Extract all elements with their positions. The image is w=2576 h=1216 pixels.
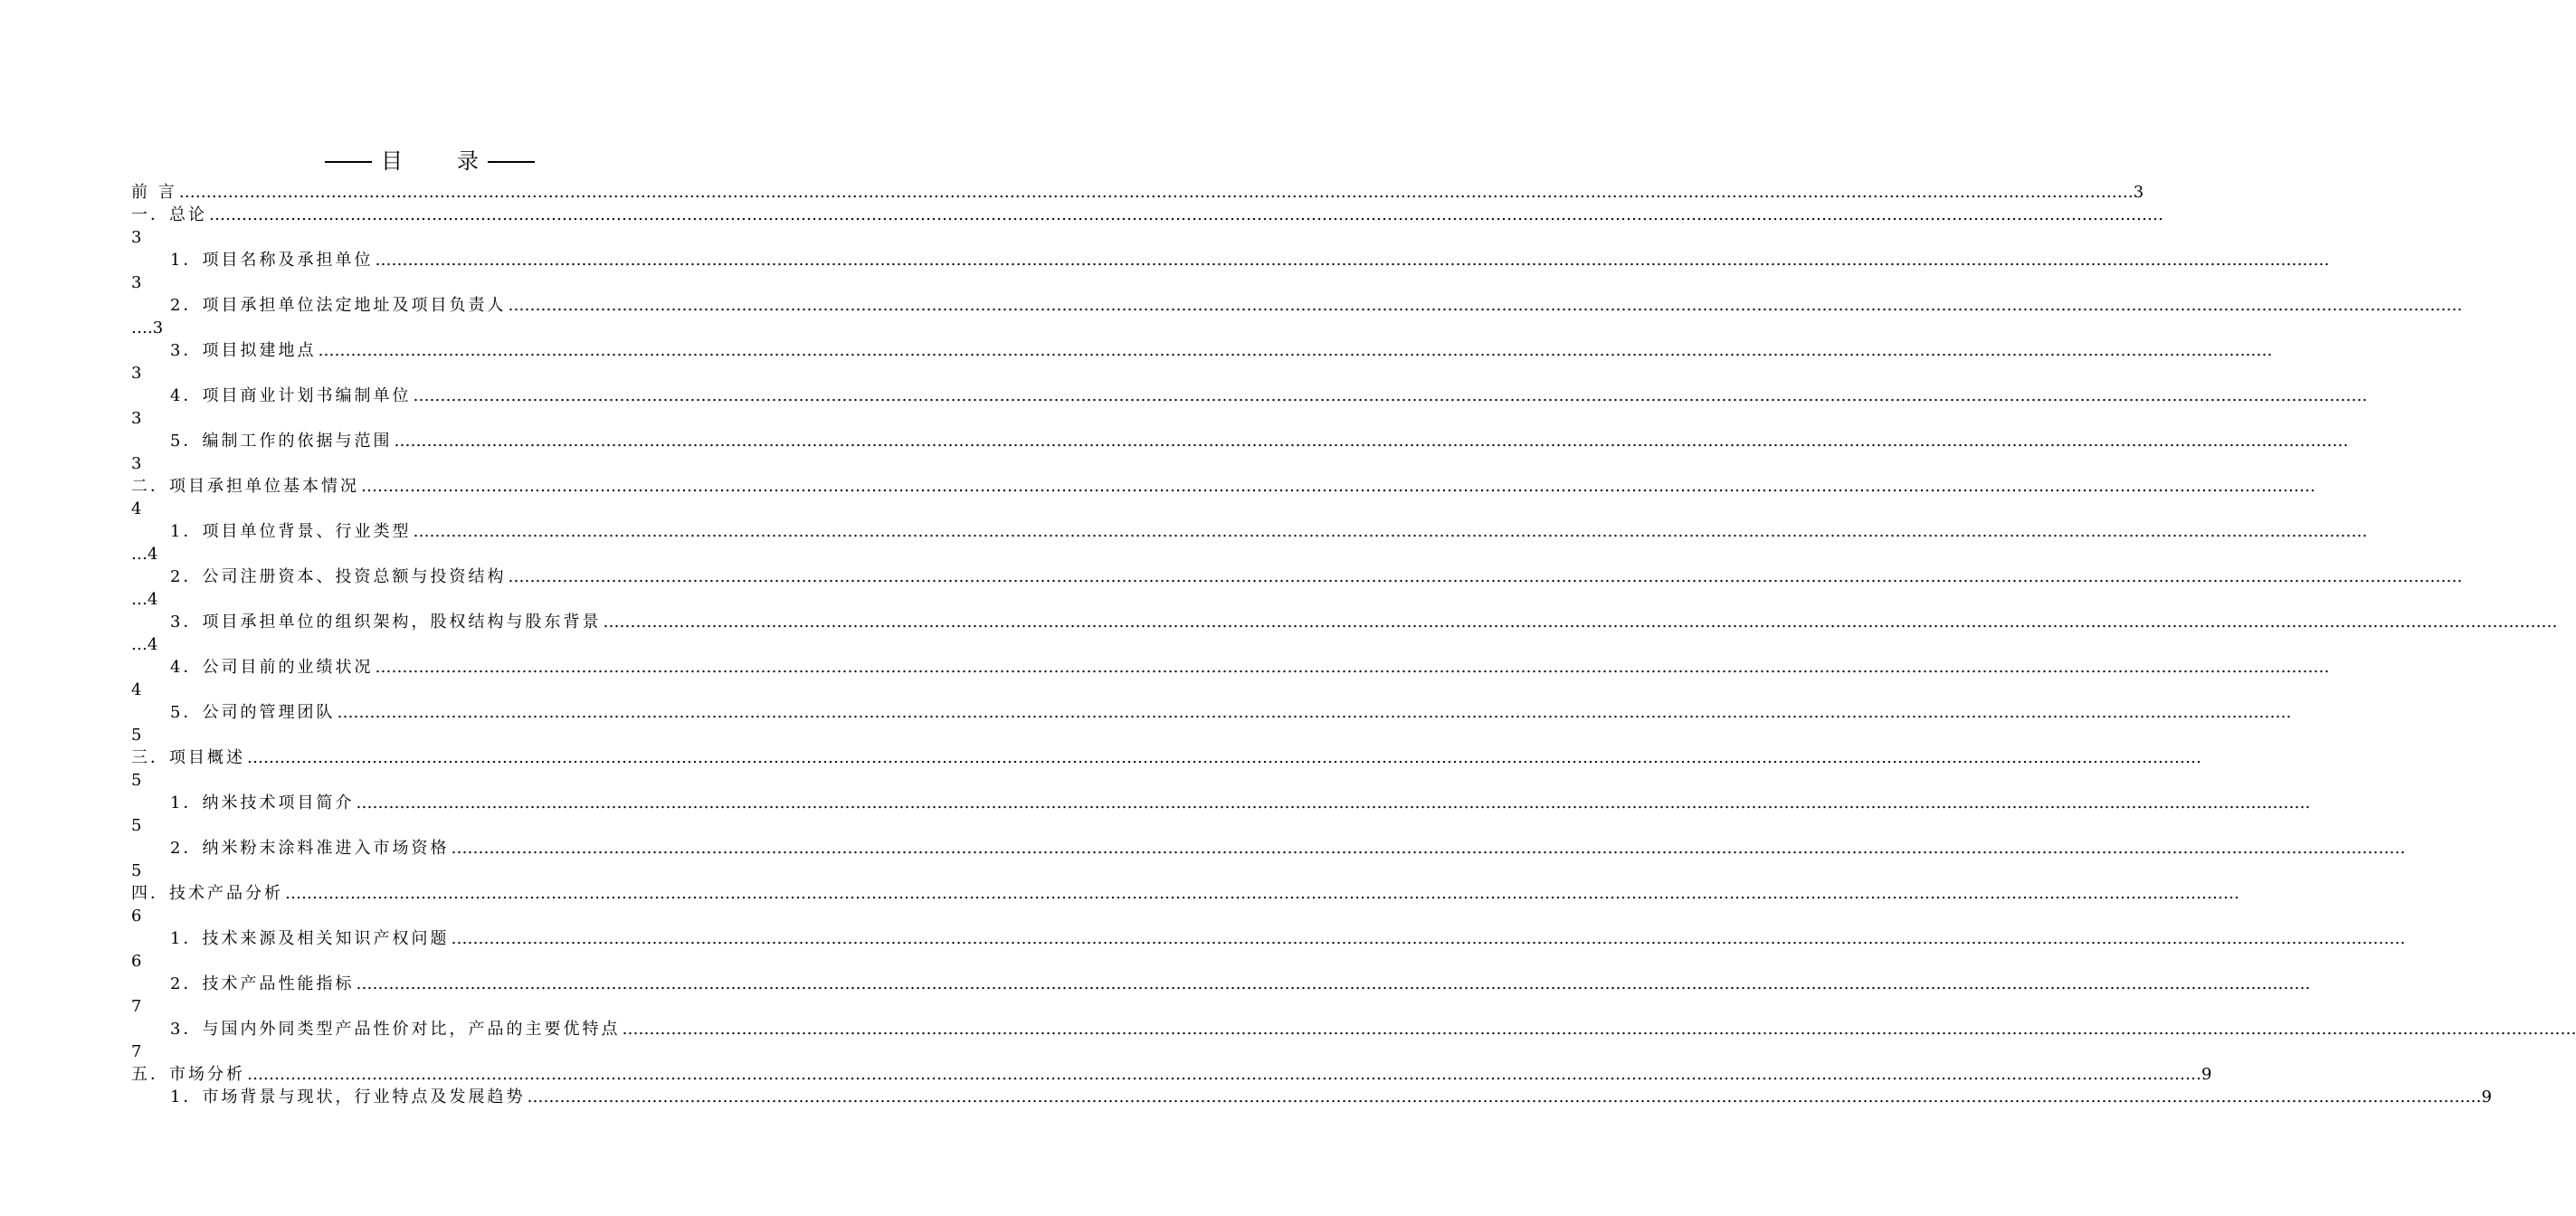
toc-title-text: 目 录 [381, 148, 495, 174]
toc-entry-page: 9 [2481, 1088, 2492, 1107]
toc-entry-label: 5．编制工作的依据与范围 [170, 432, 393, 451]
toc-entry-label: 三．项目概述 [131, 748, 245, 767]
toc-entry[interactable] [131, 1018, 2576, 1063]
toc-entry-label: 2．纳米粉末涂料准进入市场资格 [170, 839, 450, 858]
toc-dot-leader: ……………………………………………………………………………………………………………………………………………………………………………………………………………………………………………………………………………………………………………………………… [247, 1065, 2201, 1084]
toc-entry-label: 2．技术产品性能指标 [170, 974, 355, 993]
toc-entry-label: 5．公司的管理团队 [170, 703, 336, 722]
toc-entry-page: 9 [2201, 1065, 2212, 1084]
toc-dot-leader: ……………………………………………………………………………………………………………………………………………………………………………………………………………………………………………………………………………………………………………………………… [622, 1020, 2576, 1039]
toc-entry-label: 1．项目名称及承担单位 [170, 251, 374, 270]
toc-dot-leader: ……………………………………………………………………………………………………………………………………………………………………………………………………………………………………………………………………………………………………………………………… [451, 839, 2406, 858]
title-rule-right [488, 161, 535, 163]
toc-entry-page: 6 [131, 952, 142, 971]
toc-entry[interactable] [131, 204, 2163, 249]
toc-entry-line [131, 837, 2406, 860]
toc-entry-label: 3．项目承担单位的组织架构，股权结构与股东背景 [170, 613, 602, 632]
toc-entry-label: 1．项目单位背景、行业类型 [170, 522, 412, 541]
toc-entry-page: 3 [131, 364, 142, 383]
toc-entry-line [131, 611, 2558, 633]
toc-entry-page: 6 [131, 907, 142, 926]
toc-entry[interactable] [131, 565, 2463, 611]
toc-dot-leader: ……………………………………………………………………………………………………………………………………………………………………………………………………………………………………………………………………………………………………………………………… [603, 613, 2558, 632]
toc-entry[interactable] [131, 181, 2144, 204]
toc-entry-page: …4 [131, 635, 158, 654]
toc-dot-leader: ……………………………………………………………………………………………………………………………………………………………………………………………………………………………………………………………………………………………………………………………… [209, 205, 2163, 224]
toc-entry-line [131, 430, 2349, 452]
toc-entry-label: 2．公司注册资本、投资总额与投资结构 [170, 567, 507, 586]
toc-entry-line [131, 882, 2239, 905]
toc-entry-label: 1．技术来源及相关知识产权问题 [170, 929, 450, 948]
toc-entry[interactable] [131, 1086, 2492, 1108]
toc-entry-label: 前 言 [131, 183, 177, 202]
toc-entry[interactable] [131, 701, 2292, 746]
toc-entry-line [131, 1086, 2492, 1108]
toc-entry-line [131, 792, 2311, 814]
toc-entry-page: 3 [131, 454, 142, 473]
toc-entry-page: 5 [131, 771, 142, 790]
toc-entry-page: 5 [131, 861, 142, 880]
toc-entry-label: 4．公司目前的业绩状况 [170, 658, 374, 677]
toc-title [0, 143, 860, 175]
toc-entry-line [131, 1018, 2576, 1040]
toc-entry-line [131, 294, 2463, 317]
toc-entry-line [131, 181, 2144, 204]
toc-entry-page: 7 [131, 997, 142, 1016]
toc-list [131, 181, 2576, 1108]
toc-dot-leader: ……………………………………………………………………………………………………………………………………………………………………………………………………………………………………………………………………………………………………………………………… [356, 974, 2311, 993]
toc-dot-leader: ……………………………………………………………………………………………………………………………………………………………………………………………………………………………………………………………………………………………………………………………… [508, 567, 2463, 586]
toc-entry-page: 4 [131, 499, 142, 518]
toc-entry[interactable] [131, 385, 2368, 430]
toc-entry-page: 3 [131, 228, 142, 247]
toc-entry-line [131, 204, 2163, 226]
toc-entry[interactable] [131, 656, 2330, 701]
toc-entry[interactable] [131, 520, 2368, 565]
toc-entry[interactable] [131, 339, 2273, 385]
toc-entry-line [131, 339, 2273, 362]
toc-dot-leader: ……………………………………………………………………………………………………………………………………………………………………………………………………………………………………………………………………………………………………………………………… [394, 432, 2349, 451]
toc-entry[interactable] [131, 430, 2349, 475]
toc-entry-label: 3．项目拟建地点 [170, 341, 317, 360]
toc-dot-leader: ……………………………………………………………………………………………………………………………………………………………………………………………………………………………………………………………………………………………………………………………… [337, 703, 2292, 722]
toc-entry-label: 3．与国内外同类型产品性价对比，产品的主要优特点 [170, 1020, 621, 1039]
toc-dot-leader: ……………………………………………………………………………………………………………………………………………………………………………………………………………………………………………………………………………………………………………………………… [413, 386, 2368, 405]
toc-entry-label: 1．市场背景与现状，行业特点及发展趋势 [170, 1088, 526, 1107]
toc-entry-page: 4 [131, 680, 142, 699]
toc-entry-page: 3 [131, 409, 142, 428]
toc-entry-line [131, 475, 2315, 498]
toc-entry-label: 4．项目商业计划书编制单位 [170, 386, 412, 405]
toc-entry-label: 2．项目承担单位法定地址及项目负责人 [170, 296, 507, 315]
toc-entry[interactable] [131, 792, 2311, 837]
toc-dot-leader: ……………………………………………………………………………………………………………………………………………………………………………………………………………………………………………………………………………………………………………………………… [247, 748, 2201, 767]
toc-entry-label: 1．纳米技术项目简介 [170, 793, 355, 812]
toc-dot-leader: ……………………………………………………………………………………………………………………………………………………………………………………………………………………………………………………………………………………………………………………………… [375, 251, 2330, 270]
toc-entry-line [131, 746, 2201, 769]
toc-entry[interactable] [131, 746, 2201, 792]
toc-entry-page: 5 [131, 816, 142, 835]
toc-entry[interactable] [131, 927, 2406, 973]
toc-entry-line [131, 385, 2368, 407]
toc-dot-leader: ……………………………………………………………………………………………………………………………………………………………………………………………………………………………………………………………………………………………………………………………… [527, 1088, 2482, 1107]
toc-entry-page: 5 [131, 726, 142, 745]
toc-dot-leader: ……………………………………………………………………………………………………………………………………………………………………………………………………………………………………………………………………………………………………………………………… [318, 341, 2273, 360]
toc-entry-line [131, 565, 2463, 588]
toc-dot-leader: ……………………………………………………………………………………………………………………………………………………………………………………………………………………………………………………………………………………………………………………………… [508, 296, 2463, 315]
toc-entry[interactable] [131, 1063, 2212, 1086]
toc-entry[interactable] [131, 294, 2463, 339]
toc-entry-line [131, 520, 2368, 543]
toc-entry-line [131, 656, 2330, 679]
toc-entry[interactable] [131, 611, 2558, 656]
toc-entry-label: 五．市场分析 [131, 1065, 245, 1084]
toc-entry[interactable] [131, 973, 2311, 1018]
toc-dot-leader: ……………………………………………………………………………………………………………………………………………………………………………………………………………………………………………………………………………………………………………………………… [285, 884, 2239, 903]
toc-entry-line [131, 249, 2330, 271]
toc-entry[interactable] [131, 882, 2239, 927]
toc-entry[interactable] [131, 475, 2315, 520]
toc-entry-page: 3 [2133, 183, 2144, 202]
toc-dot-leader: ……………………………………………………………………………………………………………………………………………………………………………………………………………………………………………………………………………………………………………………………… [413, 522, 2368, 541]
toc-dot-leader: ……………………………………………………………………………………………………………………………………………………………………………………………………………………………………………………………………………………………………………………………… [356, 793, 2311, 812]
toc-dot-leader: ……………………………………………………………………………………………………………………………………………………………………………………………………………………………………………………………………………………………………………………………… [178, 183, 2134, 202]
toc-dot-leader: ……………………………………………………………………………………………………………………………………………………………………………………………………………………………………………………………………………………………………………………………… [375, 658, 2330, 677]
toc-entry-page: …4 [131, 545, 158, 564]
toc-entry-label: 一．总论 [131, 205, 207, 224]
toc-dot-leader: ……………………………………………………………………………………………………………………………………………………………………………………………………………………………………………………………………………………………………………………………… [451, 929, 2406, 948]
toc-entry-label: 四．技术产品分析 [131, 884, 283, 903]
toc-entry-page: 3 [131, 273, 142, 292]
toc-entry-line [131, 701, 2292, 724]
toc-entry[interactable] [131, 837, 2406, 882]
toc-entry-page: ….3 [131, 318, 164, 337]
toc-entry-line [131, 973, 2311, 995]
toc-entry-page: 7 [131, 1042, 142, 1061]
toc-entry[interactable] [131, 249, 2330, 294]
toc-dot-leader: ……………………………………………………………………………………………………………………………………………………………………………………………………………………………………………………………………………………………………………………………… [361, 477, 2315, 496]
toc-entry-label: 二．项目承担单位基本情况 [131, 477, 359, 496]
title-rule-left [325, 161, 372, 163]
toc-entry-page: …4 [131, 590, 158, 609]
toc-entry-line [131, 927, 2406, 950]
toc-entry-line [131, 1063, 2212, 1086]
